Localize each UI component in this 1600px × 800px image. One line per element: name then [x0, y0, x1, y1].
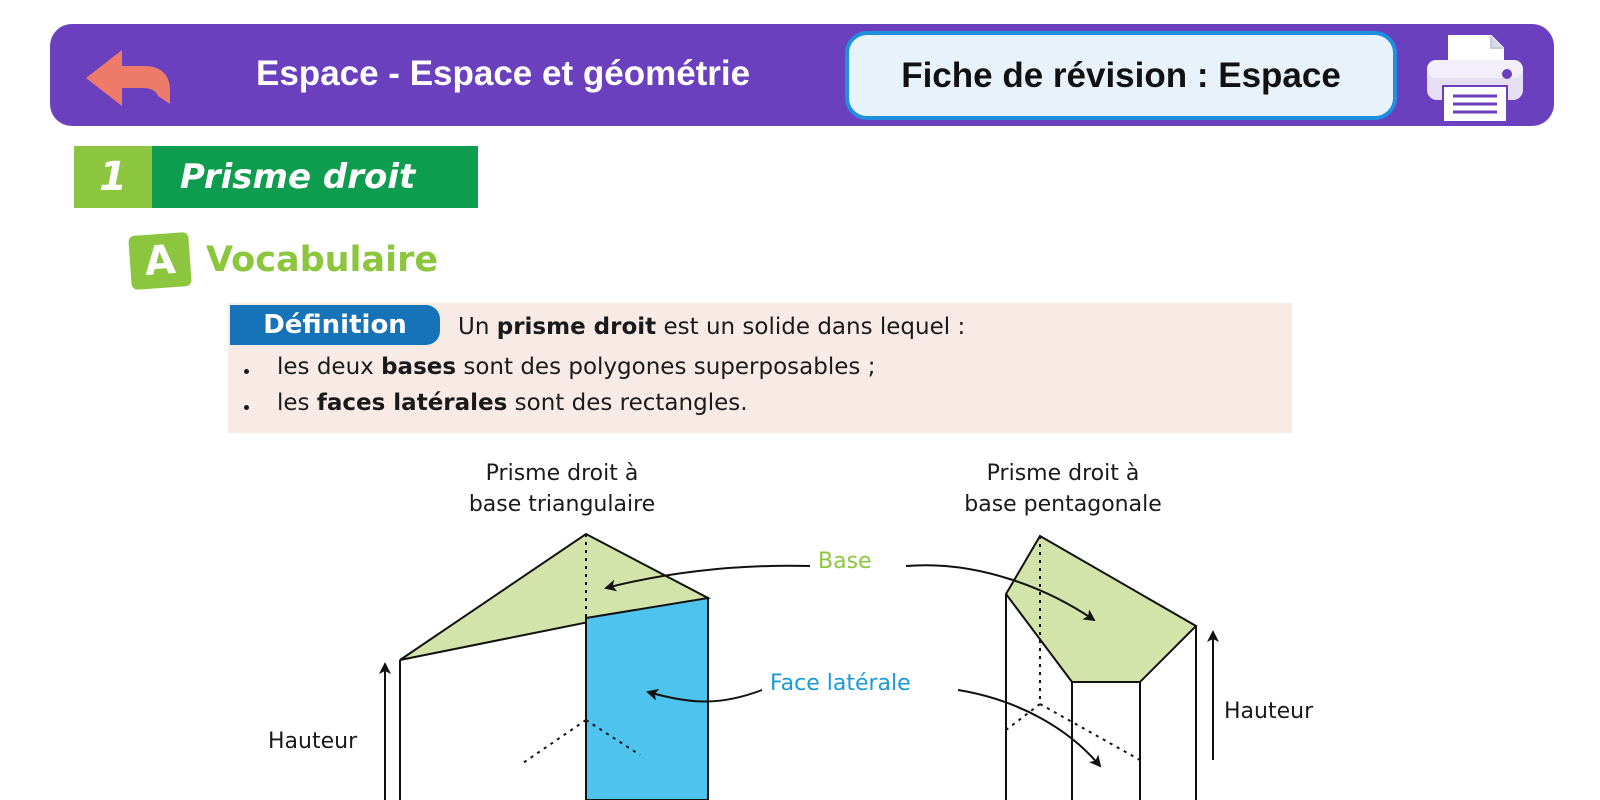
face-arrow-left — [648, 690, 762, 702]
bullet-dot — [244, 405, 249, 410]
height-label-left: Hauteur — [268, 729, 358, 754]
app-title: Espace - Espace et géométrie — [256, 54, 751, 93]
right-prism-title — [948, 458, 1178, 520]
definition-label: Définition — [230, 305, 440, 345]
face-label: Face latérale — [770, 671, 911, 696]
definition-intro-text-end: est un solide dans lequel : — [656, 314, 966, 340]
sheet-title-box — [845, 31, 1397, 120]
hidden-edge — [1006, 704, 1040, 730]
back-button[interactable] — [84, 46, 174, 110]
triangular-lateral-face — [586, 598, 708, 800]
definition-bullet-2 — [277, 390, 748, 416]
bullet-dot — [244, 369, 249, 374]
triangular-base — [400, 534, 708, 660]
base-label: Base — [818, 549, 872, 574]
triangular-prism — [385, 534, 708, 800]
bullet-2-text: les — [277, 390, 317, 416]
height-label-right: Hauteur — [1224, 699, 1314, 724]
left-prism-title-line1: Prisme droit à — [485, 461, 639, 486]
left-prism-title-line2: base triangulaire — [468, 492, 656, 517]
printer-icon — [1425, 34, 1525, 124]
right-prism-title-line2: base pentagonale — [964, 492, 1162, 517]
left-prism-title — [447, 458, 677, 520]
section-title: Prisme droit — [152, 146, 478, 208]
hidden-edge — [520, 720, 586, 765]
definition-bullet-1 — [277, 354, 875, 380]
definition-intro-text: Un — [458, 314, 497, 340]
bullet-1-text-end: sont des polygones superposables ; — [456, 354, 876, 380]
subsection-letter-badge: A — [128, 232, 192, 290]
back-arrow-icon — [84, 46, 174, 110]
sheet-title: Fiche de révision : Espace — [901, 55, 1341, 95]
right-prism-title-line1: Prisme droit à — [986, 461, 1140, 486]
section-heading — [74, 146, 478, 208]
definition-intro — [458, 314, 965, 340]
hidden-edge — [1040, 704, 1140, 760]
base-arrow-right — [906, 565, 1094, 620]
base-arrow-left — [606, 566, 810, 588]
hidden-edge — [586, 720, 640, 755]
bullet-2-term: faces latérales — [316, 390, 508, 416]
bullet-2-text-end: sont des rectangles. — [507, 390, 748, 416]
subsection-title: Vocabulaire — [206, 240, 439, 280]
definition-intro-term: prisme droit — [496, 314, 657, 340]
bullet-1-text: les deux — [277, 354, 382, 380]
pentagonal-base — [1006, 536, 1196, 682]
bullet-1-term: bases — [381, 354, 457, 380]
face-arrow-right — [958, 690, 1100, 766]
section-number: 1 — [74, 146, 152, 208]
print-button[interactable] — [1425, 34, 1525, 124]
pentagonal-prism — [1006, 536, 1213, 800]
